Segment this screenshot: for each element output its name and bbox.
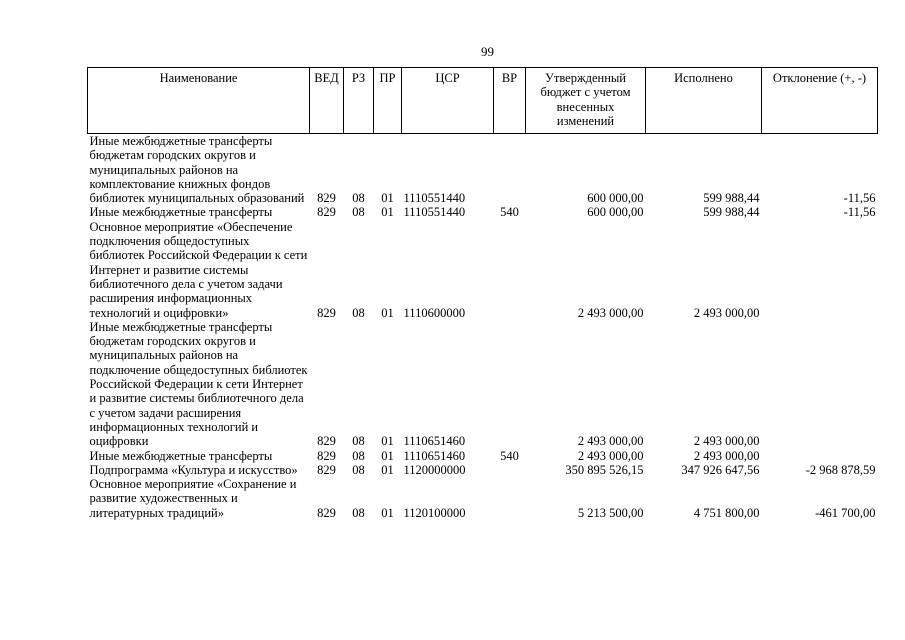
row-approved: 2 493 000,00 [577, 305, 644, 320]
row-executed: 347 926 647,56 [681, 462, 760, 477]
row-ved: 829 [317, 448, 336, 463]
row-executed: 599 988,44 [703, 191, 760, 206]
header-vr: ВР [494, 68, 526, 134]
row-pr: 01 [381, 191, 394, 206]
row-approved: 600 000,00 [587, 205, 644, 220]
row-name: Основное мероприятие «Сохранение и развитие художественных и литературных традиций» [89, 477, 297, 520]
table-body [88, 134, 878, 521]
row-executed: 599 988,44 [703, 205, 760, 220]
row-csr: 1120100000 [403, 505, 466, 520]
header-rz: РЗ [344, 68, 374, 134]
row-ved: 829 [317, 462, 336, 477]
row-rz: 08 [352, 305, 365, 320]
table-row [88, 320, 878, 449]
row-rz: 08 [352, 462, 365, 477]
row-deviation [762, 220, 878, 320]
row-executed: 4 751 800,00 [693, 505, 760, 520]
row-deviation: -11,56 [843, 205, 876, 220]
row-csr: 1110551440 [403, 205, 466, 220]
table-header [88, 68, 878, 134]
row-vr [494, 463, 526, 477]
row-vr [494, 134, 526, 206]
row-pr: 01 [381, 462, 394, 477]
row-name: Основное мероприятие «Обеспечение подключения общедоступных библиотек Российской Федерации к сети Интернет и развитие системы библиотечного дела с учетом задачи расширения информационных технологий и оцифровки» [89, 219, 308, 320]
header-approved-budget: Утвержденный бюджет с учетом внесенных изменений [526, 68, 646, 134]
row-rz: 08 [352, 191, 365, 206]
row-name: Иные межбюджетные трансферты бюджетам городских округов и муниципальных районов на подключение общедоступных библиотек Российской Федерации к сети Интернет и развитие системы библиотечного дела с учетом задачи расширения информационных технологий и оцифровки [89, 319, 308, 449]
row-vr [494, 220, 526, 320]
row-deviation: -2 968 878,59 [805, 462, 876, 477]
row-rz: 08 [352, 448, 365, 463]
row-executed: 2 493 000,00 [693, 434, 760, 449]
row-rz: 08 [352, 434, 365, 449]
row-vr: 540 [500, 448, 519, 463]
row-name: Подпрограмма «Культура и искусство» [89, 462, 298, 477]
row-deviation [762, 449, 878, 463]
row-approved: 350 895 526,15 [565, 462, 644, 477]
row-rz: 08 [352, 505, 365, 520]
row-pr: 01 [381, 305, 394, 320]
table-row [88, 134, 878, 206]
header-name: Наименование [88, 68, 310, 134]
row-ved: 829 [317, 205, 336, 220]
header-csr: ЦСР [402, 68, 494, 134]
row-name: Иные межбюджетные трансферты [89, 205, 273, 220]
row-ved: 829 [317, 305, 336, 320]
row-deviation: -11,56 [843, 191, 876, 206]
row-ved: 829 [317, 434, 336, 449]
row-deviation: -461 700,00 [815, 505, 876, 520]
row-rz: 08 [352, 205, 365, 220]
table-row [88, 477, 878, 520]
row-csr: 1110651460 [403, 434, 466, 449]
header-deviation: Отклонение (+, -) [762, 68, 878, 134]
row-vr: 540 [500, 205, 519, 220]
header-executed: Исполнено [646, 68, 762, 134]
budget-execution-table [87, 67, 878, 520]
row-csr: 1110551440 [403, 191, 466, 206]
row-pr: 01 [381, 505, 394, 520]
row-executed: 2 493 000,00 [693, 305, 760, 320]
row-executed: 2 493 000,00 [693, 448, 760, 463]
row-csr: 1110600000 [403, 305, 466, 320]
row-vr [494, 477, 526, 520]
row-pr: 01 [381, 434, 394, 449]
table-row [88, 449, 878, 463]
row-pr: 01 [381, 205, 394, 220]
header-pr: ПР [374, 68, 402, 134]
row-ved: 829 [317, 505, 336, 520]
row-vr [494, 320, 526, 449]
page-number: 99 [481, 44, 494, 59]
table-row [88, 220, 878, 320]
row-csr: 1110651460 [403, 448, 466, 463]
row-ved: 829 [317, 191, 336, 206]
row-name: Иные межбюджетные трансферты [89, 448, 273, 463]
header-ved: ВЕД [310, 68, 344, 134]
row-deviation [762, 320, 878, 449]
table-row [88, 205, 878, 219]
row-approved: 2 493 000,00 [577, 434, 644, 449]
row-pr: 01 [381, 448, 394, 463]
table-row [88, 463, 878, 477]
row-approved: 5 213 500,00 [577, 505, 644, 520]
header-row [88, 68, 878, 134]
row-approved: 600 000,00 [587, 191, 644, 206]
row-name: Иные межбюджетные трансферты бюджетам городских округов и муниципальных районов на комплектование книжных фондов библиотек муниципальных образований [89, 134, 305, 206]
row-csr: 1120000000 [403, 462, 466, 477]
row-approved: 2 493 000,00 [577, 448, 644, 463]
